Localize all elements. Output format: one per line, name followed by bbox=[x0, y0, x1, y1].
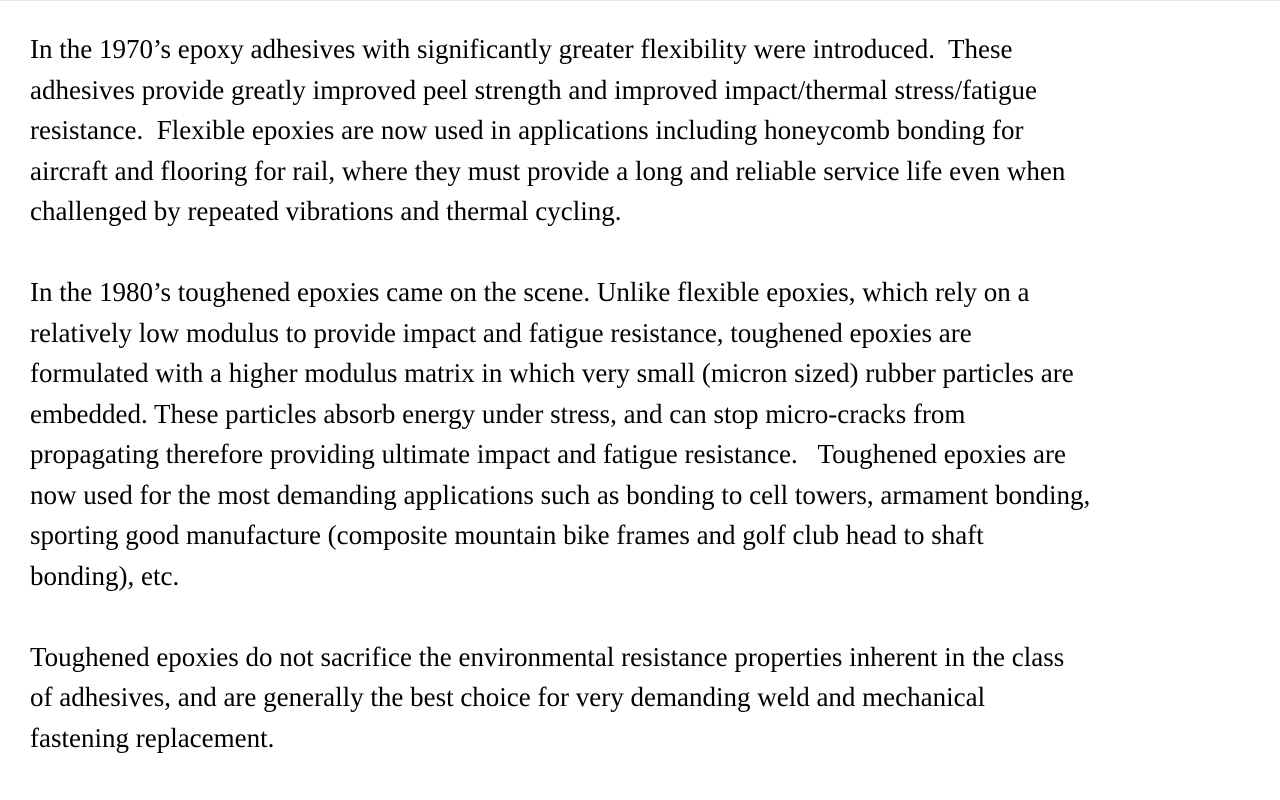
paragraph-line: embedded. These particles absorb energy under stress, and can stop micro-cracks from bbox=[30, 398, 966, 429]
paragraph-spacer bbox=[30, 232, 1245, 273]
paragraph-line: of adhesives, and are generally the best choice for very demanding weld and mechanical bbox=[30, 682, 986, 712]
paragraph-line: In the 1980’s toughened epoxies came on the scene. Unlike flexible epoxies, which rely on a bbox=[30, 277, 1030, 307]
top-border bbox=[0, 0, 1280, 1]
paragraph-line: fastening replacement. bbox=[30, 722, 275, 753]
paragraph-line: aircraft and flooring for rail, where they must provide a long and reliable service life even when bbox=[30, 155, 1066, 186]
document-body bbox=[30, 29, 1245, 758]
paragraph-line: relatively low modulus to provide impact and fatigue resistance, toughened epoxies are bbox=[30, 317, 972, 348]
paragraph-line: challenged by repeated vibrations and thermal cycling. bbox=[30, 196, 622, 226]
paragraph-line: now used for the most demanding applications such as bonding to cell towers, armament bonding, bbox=[30, 479, 1091, 510]
paragraph-1980s-toughened-epoxies bbox=[30, 272, 1245, 596]
paragraph-line: Toughened epoxies do not sacrifice the environmental resistance properties inherent in the class bbox=[30, 641, 1065, 672]
paragraph-spacer bbox=[30, 596, 1245, 637]
paragraph-line: resistance. Flexible epoxies are now used in applications including honeycomb bonding for bbox=[30, 115, 1024, 145]
paragraph-line: In the 1970’s epoxy adhesives with significantly greater flexibility were introduced. These bbox=[30, 34, 1013, 64]
paragraph-line: propagating therefore providing ultimate impact and fatigue resistance. Toughened epoxies are bbox=[30, 439, 1066, 469]
paragraph-line: bonding), etc. bbox=[30, 560, 180, 591]
paragraph-line: sporting good manufacture (composite mountain bike frames and golf club head to shaft bbox=[30, 520, 984, 550]
paragraph-1970s-flexible-epoxies bbox=[30, 29, 1245, 232]
paragraph-line: adhesives provide greatly improved peel strength and improved impact/thermal stress/fatigue bbox=[30, 74, 1037, 105]
paragraph-line: formulated with a higher modulus matrix in which very small (micron sized) rubber particles are bbox=[30, 358, 1074, 388]
paragraph-environmental-resistance bbox=[30, 637, 1245, 759]
